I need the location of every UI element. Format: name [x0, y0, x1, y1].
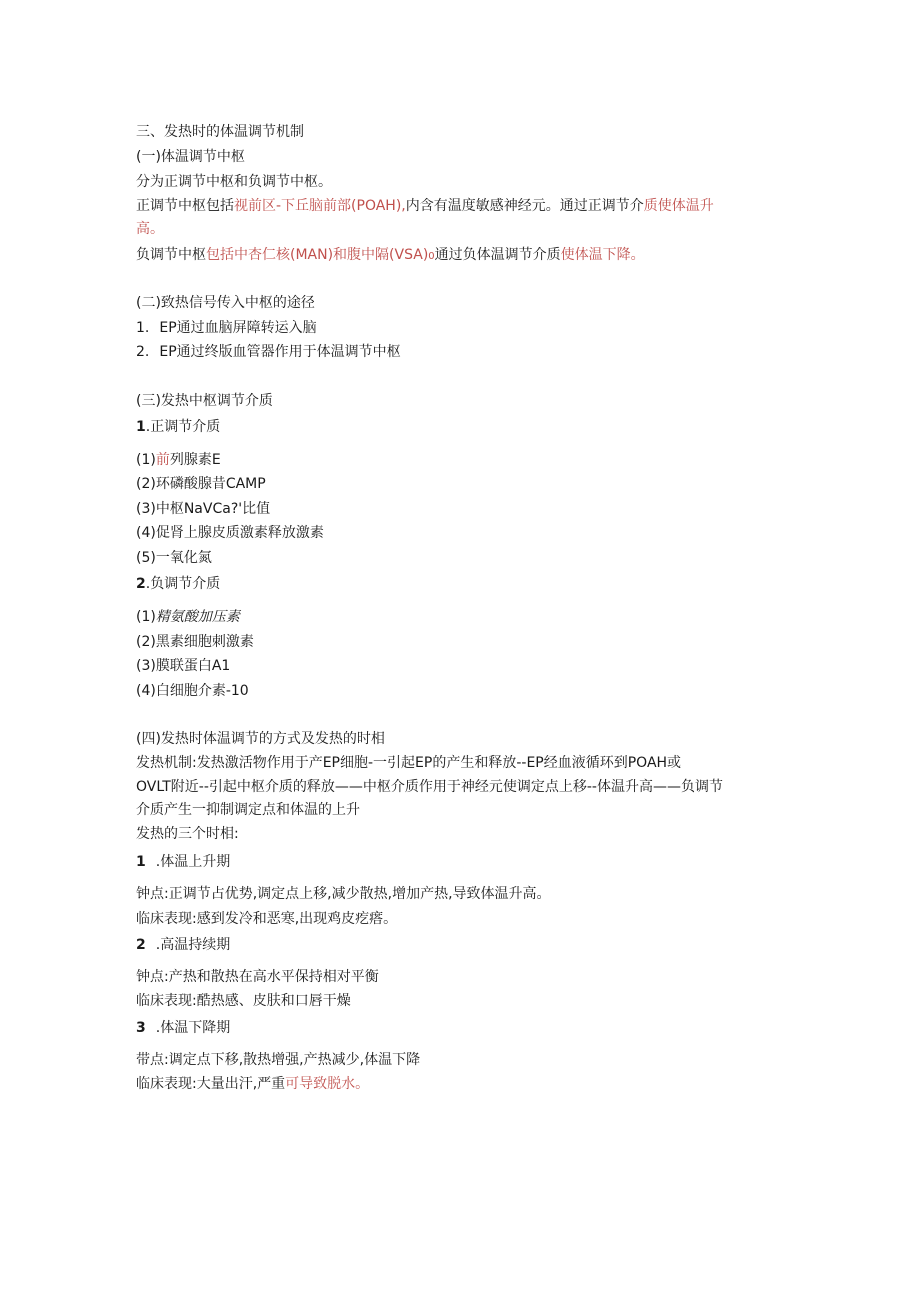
section-title: 三、发热时的体温调节机制 [136, 124, 304, 140]
s4-phase-1-feature: 钟点:正调节占优势,调定点上移,减少散热,增加产热,导致体温升高。 [136, 886, 551, 902]
s4-mechanism-line-1: 发热机制:发热激活物作用于产EP细胞-一引起EP的产生和释放--EP经血液循环到POAH或 [136, 755, 682, 771]
s1-intro: 分为正调节中枢和负调节中枢。 [136, 174, 332, 190]
s2-item-1 [136, 318, 317, 338]
s2-item-2-num: 2. [136, 344, 150, 360]
s3-pos-heading [136, 417, 220, 437]
s4-ph3-clinical-b: 可导致脱水。 [285, 1076, 370, 1092]
s1-neg-e: 使体温下降。 [560, 247, 645, 263]
s3-p1-b: 前 [155, 452, 170, 468]
s4-phase-3-feature: 带点:调定点下移,散热增强,产热减少,体温下降 [136, 1052, 421, 1068]
s3-p1-c: 列腺素E [169, 452, 221, 468]
s1-pos-d: 质使体温升 [643, 198, 714, 214]
s1-negative-center [136, 245, 645, 267]
s4-ph2-title-text: .高温持续期 [155, 937, 231, 953]
s1-neg-a: 负调节中枢 [136, 247, 206, 263]
s3-p1-a: (1) [136, 452, 156, 468]
s1-pos-c: 内含有温度敏感神经元。通过正调节介 [405, 198, 644, 214]
s4-ph2-num: 2 [136, 937, 146, 953]
s2-heading: (二)致热信号传入中枢的途径 [136, 295, 315, 311]
s3-heading: (三)发热中枢调节介质 [136, 393, 273, 409]
s4-ph3-num: 3 [136, 1020, 146, 1036]
s4-phases-intro: 发热的三个时相: [136, 826, 239, 842]
s4-heading: (四)发热时体温调节的方式及发热的时相 [136, 731, 385, 747]
s1-pos-e: 高。 [136, 221, 164, 237]
s1-pos-b: 视前区-下丘脑前部(POAH), [234, 198, 406, 214]
s4-mechanism-line-3: 介质产生一抑制调定点和体温的上升 [136, 802, 360, 818]
s4-phase-3-title [136, 1018, 230, 1038]
s3-pos-item-4: (4)促肾上腺皮质激素释放激素 [136, 525, 324, 541]
s4-ph1-num: 1 [136, 854, 146, 870]
s3-pos-item-2: (2)环磷酸腺昔CAMP [136, 476, 266, 492]
s3-pos-item-1 [136, 450, 221, 470]
s4-phase-1-title [136, 852, 230, 872]
s4-ph3-clinical-a: 临床表现:大量出汗,严重 [136, 1076, 286, 1092]
s1-neg-b: 包括中杏仁核(MAN)和腹中隔(VSA) [206, 247, 429, 263]
s4-phase-2-feature: 钟点:产热和散热在高水平保持相对平衡 [136, 969, 379, 985]
s4-phase-3-clinical [136, 1074, 369, 1094]
s3-pos-item-5: (5)一氧化氮 [136, 550, 212, 566]
s2-item-2 [136, 342, 401, 362]
s1-positive-center [136, 196, 714, 216]
s3-n1-a: (1) [136, 609, 156, 625]
s4-phase-1-clinical: 临床表现:感到发冷和恶寒,出现鸡皮疙瘩。 [136, 911, 398, 927]
s3-neg-heading-text: .负调节介质 [145, 576, 221, 592]
s1-neg-c: 0 [428, 251, 435, 262]
s3-neg-item-4: (4)白细胞介素-10 [136, 683, 249, 699]
s3-n1-b: 精氨酸加压素 [155, 609, 240, 625]
s2-item-2-text: EP通过终版血管器作用于体温调节中枢 [159, 344, 401, 360]
s3-neg-item-1 [136, 607, 240, 627]
s1-neg-d: 通过负体温调节介质 [434, 247, 561, 263]
s1-heading: (一)体温调节中枢 [136, 149, 245, 165]
s1-pos-a: 正调节中枢包括 [136, 198, 234, 214]
s2-item-1-num: 1. [136, 320, 150, 336]
s3-neg-heading [136, 574, 220, 594]
s4-phase-2-clinical: 临床表现:酷热感、皮肤和口唇干燥 [136, 993, 351, 1009]
s4-phase-2-title [136, 935, 230, 955]
s3-neg-heading-num: 2 [136, 576, 146, 592]
s4-ph3-title-text: .体温下降期 [155, 1020, 231, 1036]
s4-ph1-title-text: .体温上升期 [155, 854, 231, 870]
s3-neg-item-3: (3)膜联蛋白A1 [136, 658, 231, 674]
s3-pos-heading-text: .正调节介质 [145, 419, 221, 435]
s3-neg-item-2: (2)黑素细胞刺激素 [136, 634, 254, 650]
s2-item-1-text: EP通过血脑屏障转运入脑 [159, 320, 317, 336]
s3-pos-heading-num: 1 [136, 419, 146, 435]
s4-mechanism-line-2: OVLT附近--引起中枢介质的释放——中枢介质作用于神经元使调定点上移--体温升高——负调节 [136, 779, 723, 795]
s3-pos-item-3: (3)中枢NaVCa?'比值 [136, 501, 271, 517]
